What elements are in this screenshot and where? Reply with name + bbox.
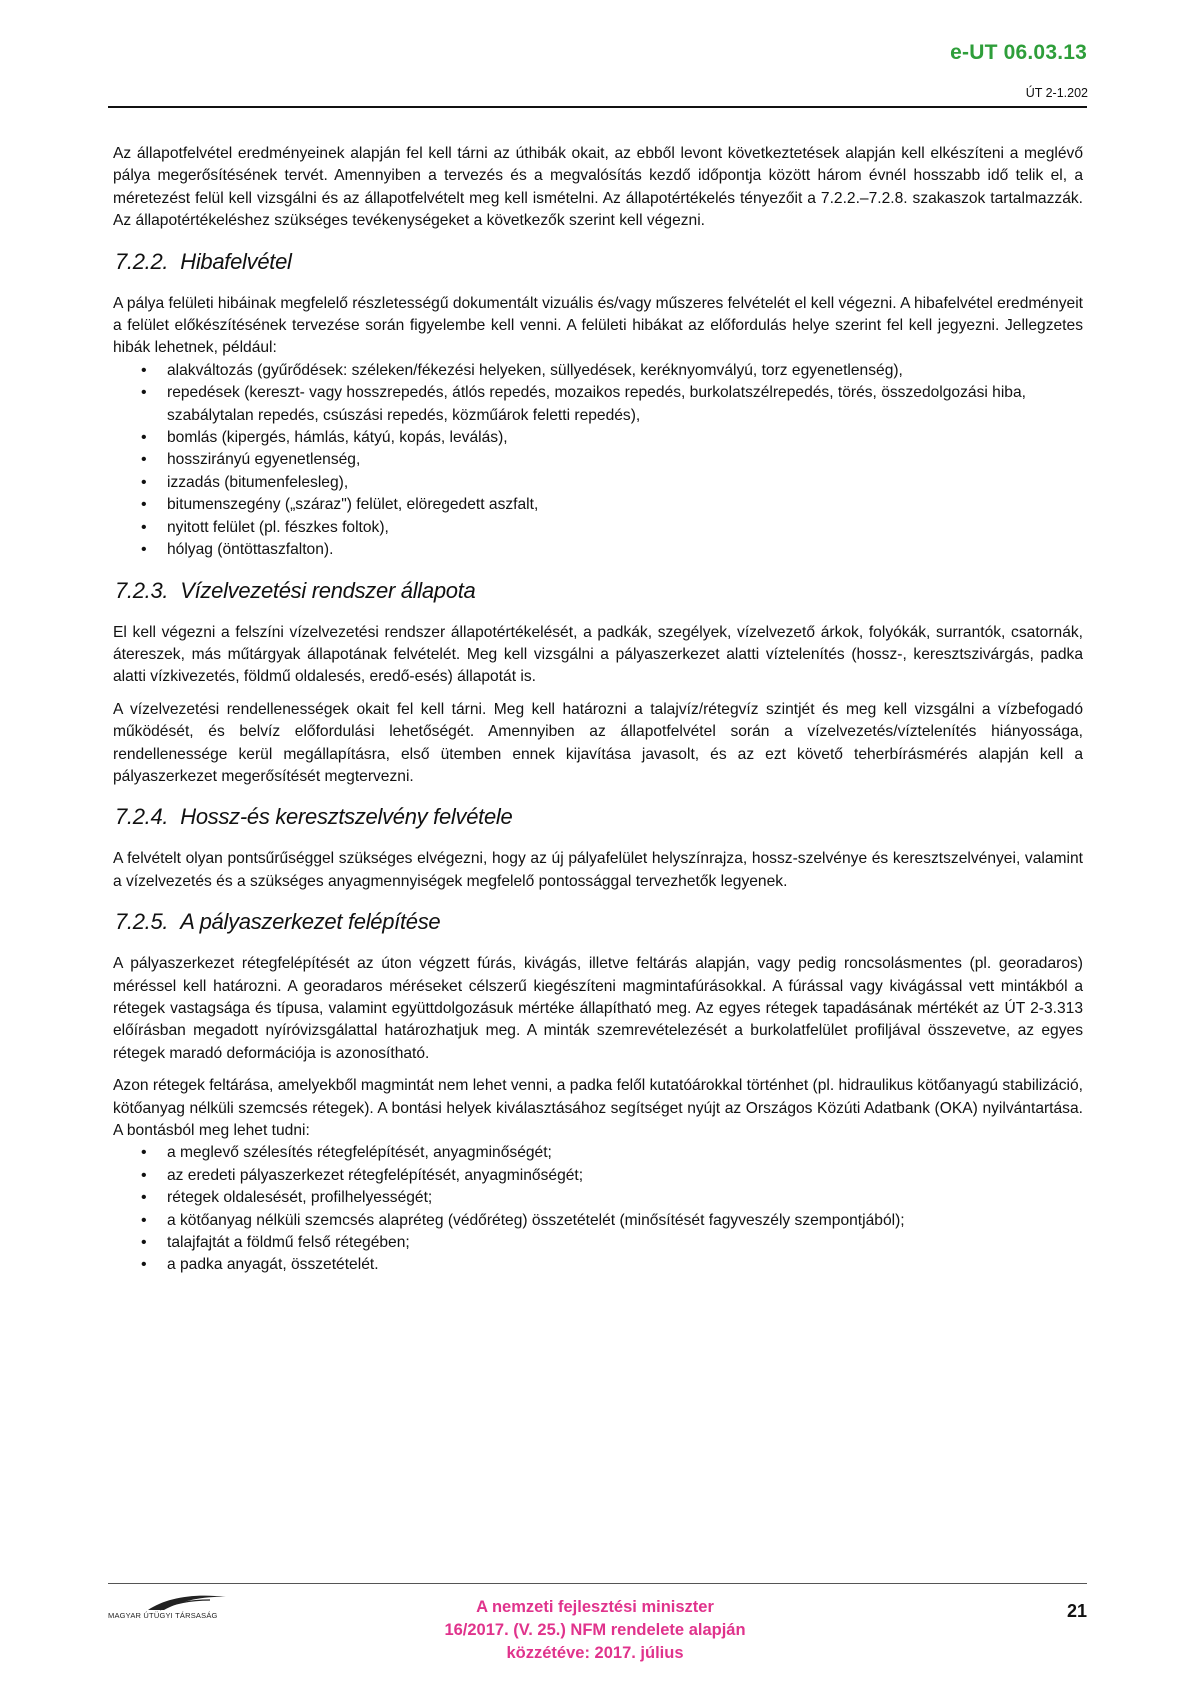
main-content <box>113 143 1083 1289</box>
section-heading-725 <box>115 907 1083 937</box>
section-heading-722 <box>115 247 1083 277</box>
list-item: • a padka anyagát, összetételét. <box>141 1254 1083 1276</box>
section-number: 7.2.2. <box>115 248 169 274</box>
publication-line: A nemzeti fejlesztési miniszter <box>476 1598 714 1616</box>
page-number: 21 <box>1066 1601 1087 1621</box>
section-title: Vízelvezetési rendszer állapota <box>180 577 476 603</box>
publication-line: 16/2017. (V. 25.) NFM rendelete alapján <box>444 1621 746 1639</box>
paragraph: El kell végezni a felszíni vízelvezetési rendszer állapotértékelését, a padkák, szegélyek, vízelvezető árkok, folyókák, surrantók, csatornák, átereszek, más műtárgyak állapotának felvételét. Meg kell vizsgálni a pályaszerkezet alatti víztelenítés (hossz-, keresztszivárgás, padka alatti vízkivezetés, földmű oldalesés, eredő-esés) állapotát is. <box>113 623 1083 686</box>
document-code: e-UT 06.03.13 <box>950 41 1087 64</box>
list-item: • talajfajtát a földmű felső rétegében; <box>141 1232 1083 1254</box>
excavation-list <box>113 1142 1083 1276</box>
defect-list <box>113 360 1083 562</box>
list-item: • hólyag (öntöttaszfalton). <box>141 539 1083 561</box>
list-item: • az eredeti pályaszerkezet rétegfelépítését, anyagminőségét; <box>141 1165 1083 1187</box>
section-heading-724 <box>115 802 1083 832</box>
list-item: • alakváltozás (gyűrődések: széleken/fékezési helyeken, süllyedések, keréknyomvályú, torz egyenetlenség), <box>141 360 1083 382</box>
list-item: • rétegek oldalesését, profilhelyességét; <box>141 1187 1083 1209</box>
logo-text: MAGYAR ÚTÜGYI TÁRSASÁG <box>108 1611 218 1620</box>
paragraph: A pályaszerkezet rétegfelépítését az úton végzett fúrás, kivágás, illetve feltárás alapján, vagy pedig roncsolásmentes (pl. georadaros) méréssel kell határozni. A georadaros méréseket célszerű kiegészíteni magmintafúrásokkal. A fúrással vagy kivágással vett mintákból a rétegek vastagsága és típusa, valamint együttdolgozásuk mértéke állapítható meg. Az egyes rétegek tapadásának mértékét az ÚT 2-3.313 előírásban megadott nyíróvizsgálattal határozhatjuk meg. A minták szemrevételezését a burkolatfelület profiljával összevetve, az egyes rétegek maradó deformációja is azonosítható. <box>113 955 1083 1062</box>
section-title: A pályaszerkezet felépítése <box>180 909 441 935</box>
paragraph: A vízelvezetési rendellenességek okait fel kell tárni. Meg kell határozni a talajvíz/rétegvíz szintjét és meg kell vizsgálni a vízbefogadó működését, és belvíz előfordulási lehetőségét. Amennyiben az állapotfelvétel során a vízelvezetés/víztelenítés hiányossága, rendellenessége kerül megállapításra, első ütemben ennek kijavítása javasolt, és az ezt követő teherbírásmérés alapján kell a pályaszerkezet megerősítését megtervezni. <box>113 700 1083 785</box>
list-item: • hosszirányú egyenetlenség, <box>141 449 1083 471</box>
road-swoosh-icon <box>108 1594 268 1612</box>
paragraph: Azon rétegek feltárása, amelyekből magmintát nem lehet venni, a padka felől kutatóárokkal történhet (pl. hidraulikus kötőanyagú stabilizáció, kötőanyag nélküli szemcsés rétegek). A bontási helyek kiválasztásához segítséget nyújt az Országos Közúti Adatbank (OKA) nyilvántartása. A bontásból meg lehet tudni: <box>113 1077 1083 1139</box>
list-item: • a meglevő szélesítés rétegfelépítését, anyagminőségét; <box>141 1142 1083 1164</box>
list-item: • repedések (kereszt- vagy hosszrepedés, átlós repedés, mozaikos repedés, burkolatszélrepedés, törés, összedolgozási hiba, szabálytalan repedés, csúszási repedés, közműárok feletti repedés), <box>141 382 1083 427</box>
section-heading-723 <box>115 576 1083 606</box>
list-item: • izzadás (bitumenfelesleg), <box>141 472 1083 494</box>
section-number: 7.2.3. <box>115 577 169 603</box>
list-item: • a kötőanyag nélküli szemcsés alapréteg (védőréteg) összetételét (minősítését fagyveszély szempontjából); <box>141 1210 1083 1232</box>
footer-divider <box>108 1583 1087 1584</box>
section-title: Hossz-és keresztszelvény felvétele <box>180 804 513 830</box>
publication-note <box>360 1596 830 1665</box>
standard-number: ÚT 2-1.202 <box>1025 86 1088 100</box>
section-number: 7.2.4. <box>115 804 169 830</box>
header-divider <box>108 106 1087 108</box>
list-item: • bomlás (kipergés, hámlás, kátyú, kopás, leválás), <box>141 427 1083 449</box>
intro-paragraph: Az állapotfelvétel eredményeinek alapján fel kell tárni az úthibák okait, az ebből levont következtetések alapján kell elkészíteni a meglévő pálya megerősítésének tervét. Amennyiben a tervezés és a megvalósítás kezdő időpontja között három évnél hosszabb idő telik el, a méretezést felül kell vizsgálni és az állapotfelvételt meg kell ismételni. Az állapotértékelés tényezőit a 7.2.2.–7.2.8. szakaszok tartalmazzák. Az állapotértékeléshez szükséges tevékenységeket a következők szerint kell végezni. <box>113 145 1083 230</box>
list-item: • nyitott felület (pl. fészkes foltok), <box>141 517 1083 539</box>
publication-line: közzétéve: 2017. július <box>506 1644 684 1662</box>
list-item: • bitumenszegény („száraz") felület, elöregedett aszfalt, <box>141 494 1083 516</box>
paragraph: A pálya felületi hibáinak megfelelő részletességű dokumentált vizuális és/vagy műszeres felvételét el kell végezni. A hibafelvétel eredményeit a felület előkészítésének tervezése során figyelembe kell venni. A felületi hibákat az előfordulás helye szerint fel kell jegyezni. Jellegzetes hibák lehetnek, például: <box>113 294 1083 357</box>
section-title: Hibafelvétel <box>180 248 292 274</box>
society-logo <box>108 1594 268 1624</box>
section-number: 7.2.5. <box>115 909 169 935</box>
paragraph: A felvételt olyan pontsűrűséggel szükséges elvégezni, hogy az új pályafelület helyszínrajza, hossz-szelvénye és keresztszelvényei, valamint a vízelvezetés és a szükséges anyagmennyiségek megfelelő pontossággal tervezhetők legyenek. <box>113 850 1083 890</box>
